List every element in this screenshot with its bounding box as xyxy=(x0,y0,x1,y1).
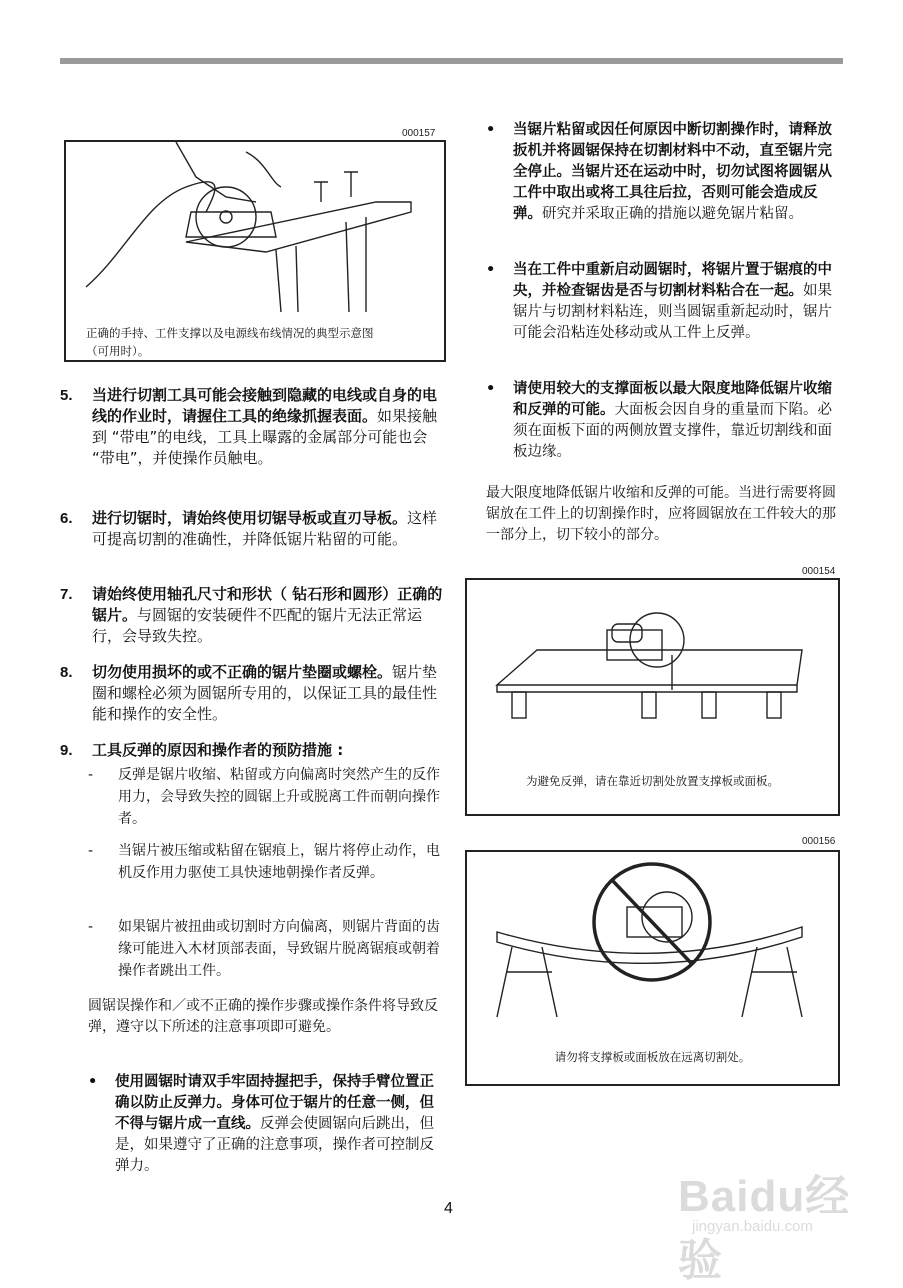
figure-caption: 请勿将支撑板或面板放在远离切割处。 xyxy=(554,1050,751,1064)
figure-caption: 为避免反弹，请在靠近切割处放置支撑板或面板。 xyxy=(526,774,779,788)
bullet-bold-text: 当锯片粘留或因任何原因中断切割操作时，请释放扳机并将圆锯保持在切割材料中不动，直至锯片完全停止。当锯片还在运动中时，切勿试图将圆锯从工件中取出或将工具往后拉，否则可能会造成反弹。 xyxy=(513,122,832,222)
watermark-brand: Bai xyxy=(678,1172,750,1221)
list-item-9 xyxy=(60,740,445,761)
dash-text: 反弹是锯片收缩、粘留或方向偏离时突然产生的反作用力，会导致失控的圆锯上升或脱离工件而朝向操作者。 xyxy=(118,767,440,827)
dash-item xyxy=(88,916,443,982)
correct-support-illustration xyxy=(467,580,838,755)
figure-code: 000156 xyxy=(802,836,836,847)
bullet-item xyxy=(486,120,843,225)
header-rule xyxy=(60,58,843,64)
item-number: 5. xyxy=(60,387,73,404)
bullet-text: 反弹会使圆锯向后跳出，但是，如果遵守了正确的注意事项，操作者可控制反弹力。 xyxy=(115,1116,434,1174)
figure-correct-support xyxy=(465,578,840,816)
item-text: 锯片垫圈和螺栓必须为圆锯所专用的，以保证工具的最佳性能和操作的安全性。 xyxy=(92,663,438,723)
dash-mark: - xyxy=(88,919,94,935)
item-bold-text: 请始终使用轴孔尺寸和形状（ 钻石形和圆形）正确的锯片。 xyxy=(92,585,443,624)
paragraph: 最大限度地降低锯片收缩和反弹的可能。当进行需要将圆锯放在工件上的切割操作时，应将圆锯放在工件较大的那一部分上，切下较小的部分。 xyxy=(486,485,836,543)
figure-code: 000157 xyxy=(402,128,436,139)
list-item-7 xyxy=(60,584,445,647)
list-item-8 xyxy=(60,662,445,725)
figure-code: 000154 xyxy=(802,566,836,577)
dash-item xyxy=(88,840,443,884)
bullet-mark: • xyxy=(486,122,496,138)
item-number: 8. xyxy=(60,664,73,681)
watermark-url: jingyan.baidu.com xyxy=(692,1218,813,1235)
bullet-bold-text: 使用圆锯时请双手牢固持握把手，保持手臂位置正确以防止反弹力。身体可位于锯片的任意一侧，但不得与锯片成一直线。 xyxy=(115,1074,434,1132)
item-text: 这样可提高切割的准确性，并降低锯片粘留的可能。 xyxy=(92,509,438,548)
dash-text: 当锯片被压缩或粘留在锯痕上，锯片将停止动作，电机反作用力驱使工具快速地朝操作者反弹。 xyxy=(118,843,440,881)
wrong-support-illustration xyxy=(467,852,838,1032)
item-number: 9. xyxy=(60,742,73,759)
bullet-mark: • xyxy=(486,381,496,397)
item-bold-text: 当进行切割工具可能会接触到隐藏的电线或自身的电线的作业时，请握住工具的绝缘抓握表面。 xyxy=(92,386,438,425)
bullet-text: 研究并采取正确的措施以避免锯片粘留。 xyxy=(542,206,803,222)
item-text: 如果接触到 “带电”的电线，工具上曝露的金属部分可能也会 “带电”，并使操作员触电。 xyxy=(92,407,438,467)
figure-caption: 正确的手持、工件支撑以及电源线布线情况的典型示意图 xyxy=(86,326,374,340)
paragraph: 圆锯误操作和／或不正确的操作步骤或操作条件将导致反弹，遵守以下所述的注意事项即可避免。 xyxy=(88,998,438,1035)
bullet-text: 如果锯片与切割材料粘连，则当圆锯重新起动时，锯片可能会沿粘连处移动或从工件上反弹。 xyxy=(513,283,832,341)
dash-text: 如果锯片被扭曲或切割时方向偏离，则锯片背面的齿缘可能进入木材顶部表面，导致锯片脱离锯痕或朝着操作者跳出工件。 xyxy=(118,919,440,979)
bullet-item xyxy=(486,260,843,344)
figure-caption: （可用时）。 xyxy=(86,344,150,358)
item-number: 6. xyxy=(60,510,73,527)
dash-item xyxy=(88,764,443,830)
saw-handling-illustration xyxy=(66,142,444,312)
figure-hand-saw xyxy=(64,140,446,362)
list-item-5 xyxy=(60,385,445,469)
figure-wrong-support xyxy=(465,850,840,1086)
bullet-item xyxy=(88,1072,443,1177)
list-item-6 xyxy=(60,508,445,550)
watermark-brand: du xyxy=(749,1172,806,1221)
bullet-bold-text: 请使用较大的支撑面板以最大限度地降低锯片收缩和反弹的可能。 xyxy=(513,381,832,418)
bullet-mark: • xyxy=(486,262,496,278)
item-bold-text: 工具反弹的原因和操作者的预防措施 : xyxy=(92,741,344,759)
dash-mark: - xyxy=(88,843,94,859)
item-text: 与圆锯的安装硬件不匹配的锯片无法正常运行，会导致失控。 xyxy=(92,606,423,645)
watermark xyxy=(678,1150,868,1285)
item-bold-text: 进行切锯时，请始终使用切锯导板或直刃导板。 xyxy=(92,509,408,527)
dash-mark: - xyxy=(88,767,94,783)
bullet-bold-text: 当在工件中重新启动圆锯时，将锯片置于锯痕的中央，并检查锯齿是否与切割材料粘合在一起。 xyxy=(513,262,832,299)
bullet-text: 大面板会因自身的重量而下陷。必须在面板下面的两侧放置支撑件，靠近切割线和面板边缘。 xyxy=(513,402,832,460)
item-bold-text: 切勿使用损坏的或不正确的锯片垫圈或螺栓。 xyxy=(92,663,393,681)
watermark-brand: 经验 xyxy=(678,1172,851,1285)
page-number: 4 xyxy=(444,1200,453,1217)
bullet-mark: • xyxy=(88,1074,98,1090)
item-number: 7. xyxy=(60,586,73,603)
bullet-item xyxy=(486,379,843,463)
